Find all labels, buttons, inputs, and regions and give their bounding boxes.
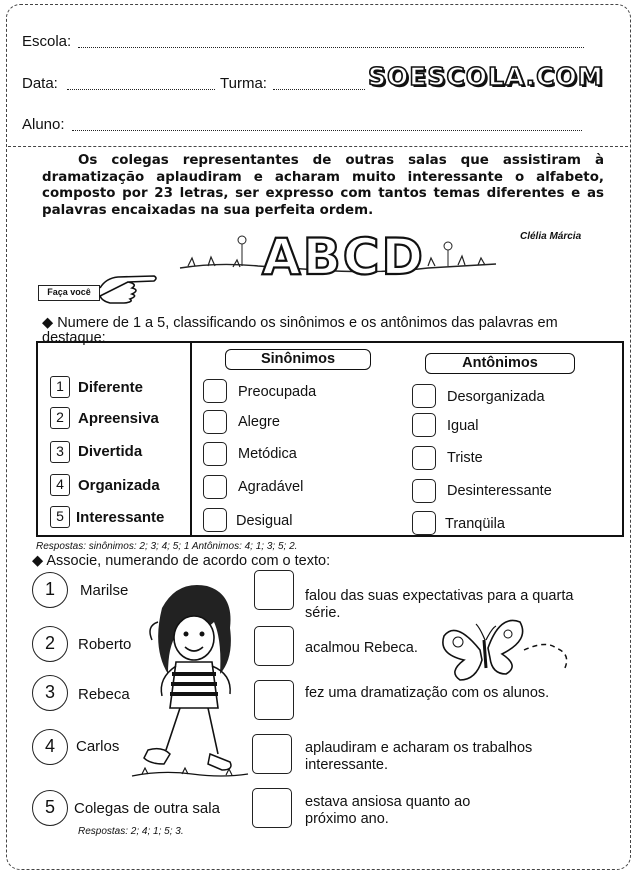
girl-illustration	[122, 578, 252, 798]
name-carlos: Carlos	[76, 738, 120, 755]
synonym-word: Desigual	[236, 513, 293, 529]
abcd-banner-illustration	[178, 222, 498, 284]
word-number-2: 2	[50, 407, 70, 429]
name-roberto: Roberto	[78, 636, 132, 653]
synonym-answer-box[interactable]	[203, 442, 227, 466]
data-label: Data:	[22, 75, 58, 92]
antonym-word: Tranqüila	[445, 516, 505, 532]
name-number-2: 2	[32, 626, 68, 662]
name-number-5: 5	[32, 790, 68, 826]
association-answer-box[interactable]	[252, 788, 292, 828]
association-answer-box[interactable]	[252, 734, 292, 774]
statement-1: falou das suas expectativas para a quarta série.	[305, 588, 574, 621]
escola-label: Escola:	[22, 33, 72, 50]
name-marilse: Marilse	[80, 582, 129, 599]
author: Clélia Márcia	[520, 231, 582, 242]
butterfly-illustration	[436, 610, 586, 690]
aluno-field[interactable]	[72, 129, 582, 131]
exercise1-answers: Respostas: sinônimos: 2; 3; 4; 5; 1 Antônimos: 4; 1; 3; 5; 2.	[36, 541, 298, 552]
name-number-3: 3	[32, 675, 68, 711]
statement-3: fez uma dramatização com os alunos.	[305, 685, 550, 701]
pointing-hand-icon	[98, 268, 160, 308]
synonym-answer-box[interactable]	[203, 475, 227, 499]
association-answer-box[interactable]	[254, 570, 294, 610]
antonym-word: Desorganizada	[447, 389, 545, 405]
antonym-answer-box[interactable]	[412, 446, 436, 470]
statement-4: aplaudiram e acharam os trabalhos interessante.	[305, 740, 533, 773]
table-divider	[190, 341, 192, 537]
banner-letters: ABCD	[262, 228, 426, 284]
flower-icon	[444, 242, 452, 250]
antonym-answer-box[interactable]	[412, 413, 436, 437]
name-number-4: 4	[32, 729, 68, 765]
synonym-word: Agradável	[238, 479, 304, 495]
faca-voce-label: Faça você	[38, 285, 100, 301]
escola-field[interactable]	[78, 46, 584, 48]
synonym-word: Preocupada	[238, 384, 317, 400]
synonyms-header: Sinônimos	[225, 349, 371, 370]
turma-label: Turma:	[220, 75, 267, 92]
word-divertida: Divertida	[78, 443, 143, 460]
name-colegas: Colegas de outra sala	[74, 800, 220, 817]
synonym-word: Alegre	[238, 414, 280, 430]
word-number-5: 5	[50, 506, 70, 528]
bullet-icon: ◆	[32, 553, 47, 569]
antonyms-header: Antônimos	[425, 353, 575, 374]
site-logo: SOESCOLA.COM	[368, 62, 604, 91]
exercise1-instruction-text: Numere de 1 a 5, classificando os sinônimos e os antônimos das palavras em destaque:	[42, 315, 558, 346]
synonym-word: Metódica	[238, 446, 297, 462]
intro-paragraph: Os colegas representantes de outras salas que assistiram à dramatização aplaudiram e acharam muito interessante o alfabeto, composto por 23 letras, ser expresso com tantos temas diferentes e as palavras encaixadas na sua perfeita ordem.	[42, 153, 604, 218]
association-answer-box[interactable]	[254, 680, 294, 720]
statement-2: acalmou Rebeca.	[305, 640, 418, 656]
exercise2-instruction-text: Associe, numerando de acordo com o texto:	[46, 553, 331, 569]
data-field[interactable]	[67, 88, 215, 90]
word-number-4: 4	[50, 474, 70, 496]
word-interessante: Interessante	[76, 509, 165, 526]
bullet-icon: ◆	[42, 315, 58, 331]
exercise2-instruction	[32, 553, 330, 569]
association-answer-box[interactable]	[254, 626, 294, 666]
synonym-answer-box[interactable]	[203, 379, 227, 403]
word-organizada: Organizada	[78, 477, 160, 494]
flower-icon	[238, 236, 246, 244]
antonym-answer-box[interactable]	[412, 384, 436, 408]
statement-5: estava ansiosa quanto ao próximo ano.	[305, 794, 471, 827]
antonym-answer-box[interactable]	[412, 511, 436, 535]
antonym-word: Desinteressante	[447, 483, 552, 499]
word-number-3: 3	[50, 441, 70, 463]
turma-field[interactable]	[273, 88, 365, 90]
name-rebeca: Rebeca	[78, 686, 130, 703]
aluno-label: Aluno:	[22, 116, 65, 133]
antonym-answer-box[interactable]	[412, 479, 436, 503]
synonym-answer-box[interactable]	[203, 508, 227, 532]
antonym-word: Triste	[447, 450, 483, 466]
word-diferente: Diferente	[78, 379, 144, 396]
synonym-answer-box[interactable]	[203, 410, 227, 434]
word-apreensiva: Apreensiva	[78, 410, 159, 427]
word-number-1: 1	[50, 376, 70, 398]
name-number-1: 1	[32, 572, 68, 608]
antonym-word: Igual	[447, 418, 479, 434]
exercise2-answers: Respostas: 2; 4; 1; 5; 3.	[78, 826, 184, 837]
header-divider	[8, 146, 628, 147]
